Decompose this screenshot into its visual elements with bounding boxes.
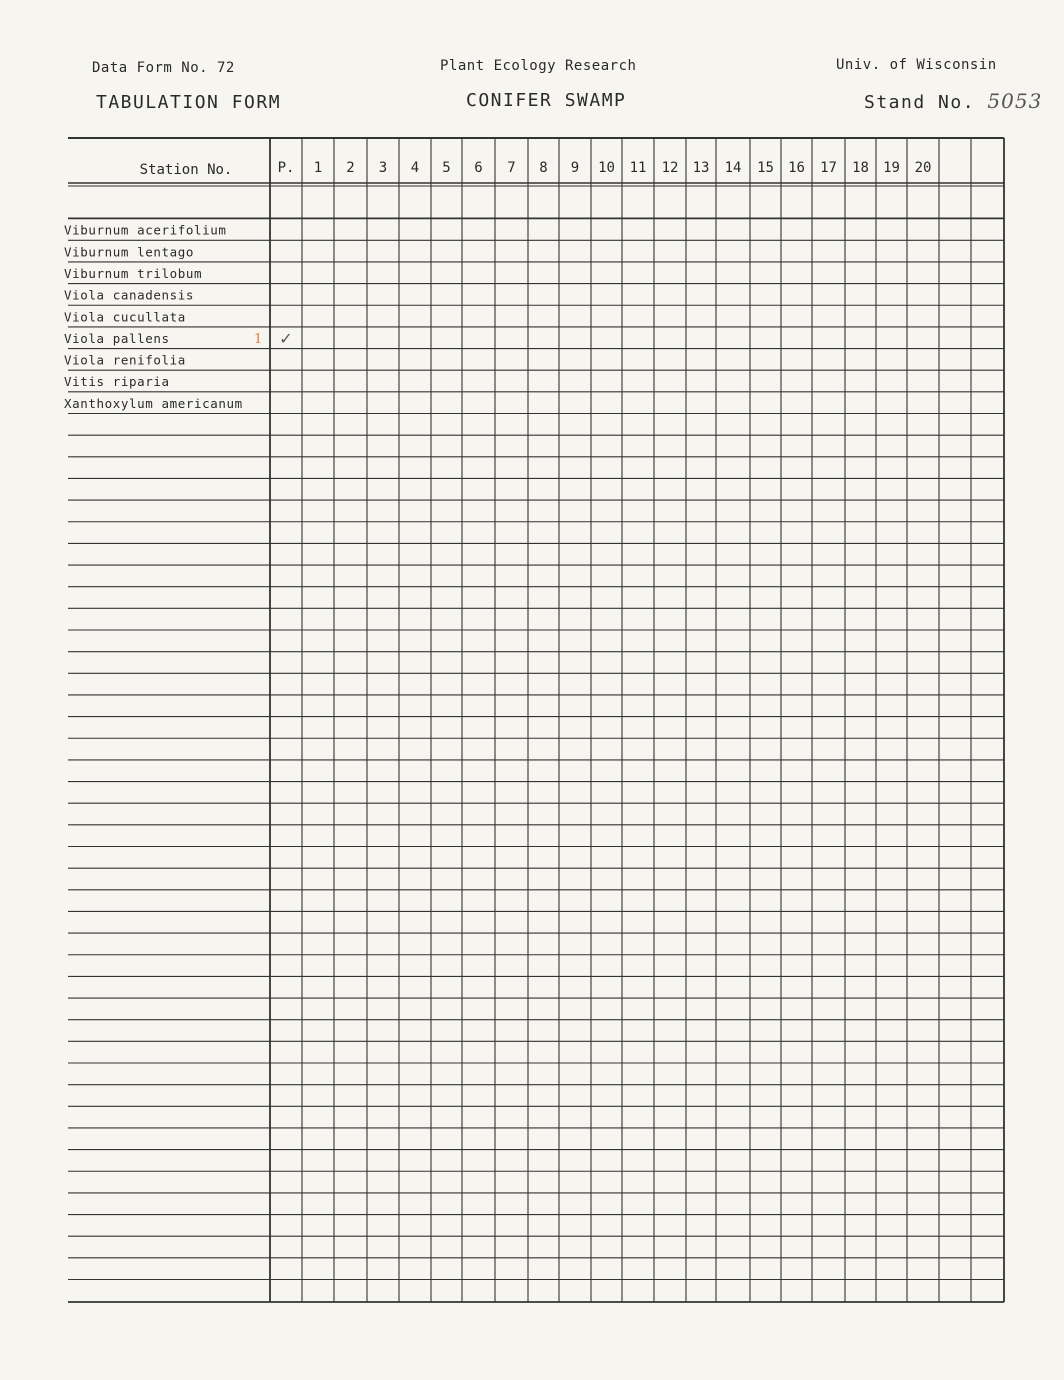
column-header: 6 — [474, 160, 483, 176]
column-header: 16 — [788, 160, 805, 176]
species-name: Viburnum lentago — [64, 244, 195, 260]
column-header: 2 — [346, 160, 355, 176]
stand-label: Stand No. — [864, 92, 976, 113]
species-name: Vitis riparia — [64, 374, 170, 390]
column-header: 4 — [410, 160, 420, 176]
stand-value: 5053 — [987, 89, 1043, 113]
column-header: P. — [277, 160, 295, 176]
species-name: Viola renifolia — [64, 352, 186, 368]
column-header: 19 — [883, 160, 900, 176]
form-number: Data Form No. 72 — [92, 60, 235, 76]
species-name: Viburnum trilobum — [64, 265, 203, 281]
column-header: 18 — [852, 160, 869, 176]
species-count: 1 — [254, 331, 263, 347]
station-header: Station No. — [139, 162, 233, 178]
species-name: Viola canadensis — [64, 287, 195, 303]
column-header: 7 — [507, 160, 516, 176]
form-title: TABULATION FORM — [96, 92, 282, 113]
department-name: Plant Ecology Research — [440, 58, 637, 74]
column-header: 1 — [313, 160, 323, 176]
presence-check-icon: ✓ — [279, 328, 293, 348]
community-name: CONIFER SWAMP — [466, 90, 627, 111]
species-name: Viola pallens — [64, 330, 170, 346]
species-name: Viburnum acerifolium — [64, 222, 227, 238]
column-header: 12 — [661, 160, 679, 176]
column-header: 9 — [570, 160, 580, 176]
column-header: 10 — [598, 160, 615, 176]
institution-name: Univ. of Wisconsin — [836, 57, 997, 73]
column-header: 20 — [914, 160, 932, 176]
species-name: Viola cucullata — [64, 309, 186, 325]
column-header: 3 — [378, 160, 388, 176]
column-header: 5 — [442, 160, 451, 176]
column-header: 8 — [539, 160, 548, 176]
column-header: 11 — [629, 160, 647, 176]
species-name: Xanthoxylum americanum — [64, 395, 243, 411]
column-header: 17 — [820, 160, 837, 176]
column-header: 15 — [757, 160, 774, 176]
column-header: 14 — [724, 160, 742, 176]
column-header: 13 — [692, 160, 710, 176]
